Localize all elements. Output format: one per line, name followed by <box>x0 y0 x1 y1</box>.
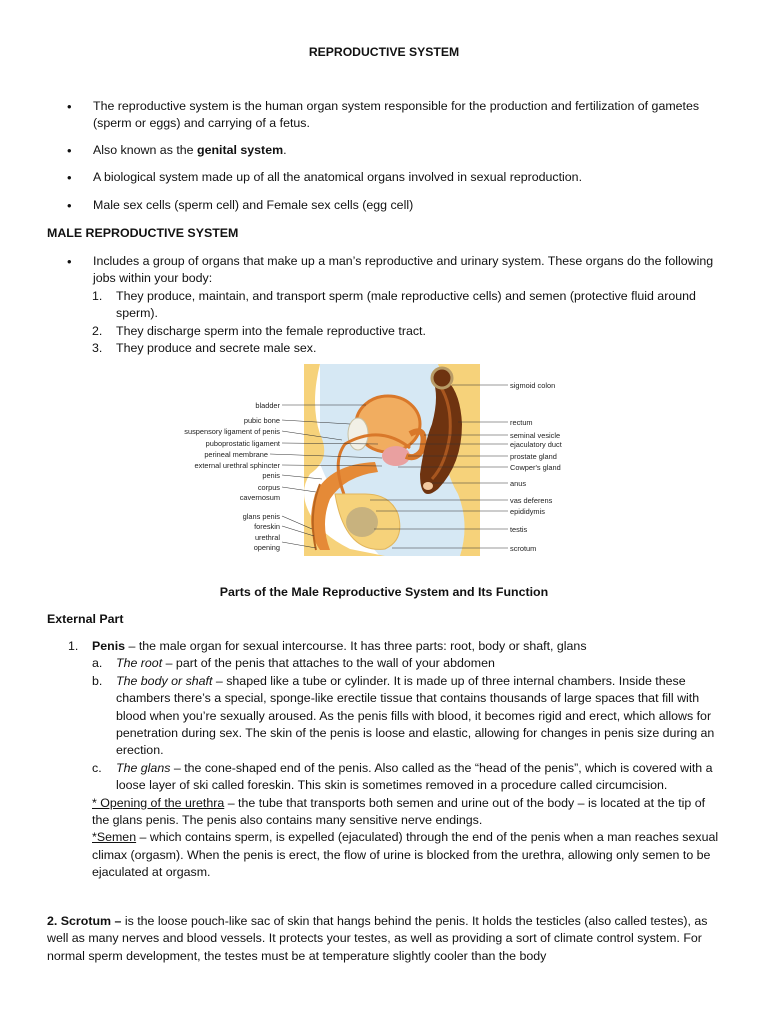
note-semen <box>92 829 724 881</box>
list-letter: c. <box>92 760 102 775</box>
list-text: – the cone-shaped end of the penis. Also called as the “head of the penis”, which is covered with a loose layer of ski called foreskin. This skin is sometimes removed in a procedure called circumcision. <box>116 760 713 793</box>
note-term: * Opening of the urethra <box>92 795 225 810</box>
bullet-text: Also known as the <box>93 142 198 157</box>
term-scrotum: 2. Scrotum – <box>47 914 122 928</box>
term-body-shaft: The body or shaft <box>116 673 213 688</box>
term-glans: The glans <box>116 760 171 775</box>
bullet-text: Includes a group of organs that make up a man’s reproductive and urinary system. These organs do the following jobs within your body: <box>93 254 714 286</box>
diagram-label: sigmoid colon <box>510 381 556 390</box>
list-number: 1. <box>92 289 103 303</box>
scrotum-paragraph <box>47 913 727 965</box>
diagram-label: pubic bone <box>243 416 280 425</box>
pubic-bone-shape <box>348 418 368 450</box>
note-term: *Semen <box>92 830 137 845</box>
list-number: 3. <box>92 341 103 356</box>
diagram-label: anus <box>510 479 527 488</box>
diagram-caption: Parts of the Male Reproductive System and Its Function <box>219 585 549 599</box>
diagram-label: puboprostatic ligament <box>205 439 280 448</box>
list-text: They produce and secrete male sex. <box>116 341 317 356</box>
paragraph-text: is the loose pouch-like sac of skin that hangs behind the penis. It holds the testicles (also called testes), as well as many nerves and blood vessels. It protects your testes, as well as providing a sort of climate control system. For normal sperm development, the testes must be at temperature slightly cooler than the body <box>47 914 708 963</box>
bullet-text: . <box>283 142 287 157</box>
male-bullets <box>64 253 724 288</box>
diagram-label: epididymis <box>510 507 545 516</box>
list-letter: a. <box>92 656 103 671</box>
anus-shape <box>423 482 433 490</box>
bullet-bold-term: genital system <box>197 142 284 157</box>
list-subitem <box>92 655 724 672</box>
diagram-label: testis <box>510 525 528 534</box>
bullet-text: The reproductive system is the human organ system responsible for the production and fertilization of gametes (sperm or eggs) and carrying of a fetus. <box>93 99 700 131</box>
bullet-text: Male sex cells (sperm cell) and Female sex cells (egg cell) <box>93 197 414 212</box>
list-item <box>92 288 724 323</box>
intro-bullets <box>64 98 724 214</box>
diagram-label: opening <box>253 543 280 552</box>
diagram-label: scrotum <box>510 544 537 553</box>
male-jobs-list <box>92 288 724 358</box>
male-heading: MALE REPRODUCTIVE SYSTEM <box>47 226 239 240</box>
external-part-heading: External Part <box>47 612 124 626</box>
list-text: – shaped like a tube or cylinder. It is made up of three internal chambers. Inside these chambers there’s a special, sponge-like erectile tissue that contains thousands of large spaces that fill with blood when you’re sexually aroused. As the penis fills with blood, it becomes rigid and erect, which allows for penetration during sex. The skin of the penis is loose and elastic, allowing for changes in penis size during an erection. <box>116 673 715 758</box>
note-urethra <box>92 795 724 830</box>
note-text: – which contains sperm, is expelled (ejaculated) through the end of the penis when a man reaches sexual climax (orgasm). When the penis is erect, the flow of urine is blocked from the urethra, allowing only semen to be ejaculated at orgasm. <box>92 830 719 880</box>
term-penis: Penis <box>92 639 126 653</box>
diagram-label: urethral <box>254 533 280 542</box>
diagram-label: perineal membrane <box>204 450 268 459</box>
list-text: They produce, maintain, and transport sperm (male reproductive cells) and semen (protective fluid around sperm). <box>116 289 696 321</box>
prostate-shape <box>382 446 410 466</box>
diagram-label: ejaculatory duct <box>510 440 562 449</box>
diagram-label: seminal vesicle <box>510 431 561 440</box>
page-title: REPRODUCTIVE SYSTEM <box>308 45 460 59</box>
diagram-label: foreskin <box>254 522 280 531</box>
bullet-item <box>64 197 724 214</box>
bullet-text: A biological system made up of all the anatomical organs involved in sexual reproduction. <box>93 170 583 185</box>
male-anatomy-diagram <box>170 364 590 556</box>
bullet-item <box>64 142 724 159</box>
list-subitem <box>92 673 724 760</box>
diagram-label: prostate gland <box>510 452 557 461</box>
list-text: – the male organ for sexual intercourse. It has three parts: root, body or shaft, glans <box>125 639 587 653</box>
diagram-label: external urethral sphincter <box>194 461 280 470</box>
list-letter: b. <box>92 673 103 688</box>
diagram-label: vas deferens <box>510 496 553 505</box>
diagram-label: corpus <box>257 483 280 492</box>
list-text: They discharge sperm into the female reproductive tract. <box>116 323 426 338</box>
testis-shape <box>346 507 378 537</box>
list-subitem <box>92 760 724 795</box>
diagram-label: glans penis <box>242 512 280 521</box>
diagram-label: Cowper's gland <box>510 463 561 472</box>
list-item <box>92 340 724 357</box>
list-item <box>92 323 724 340</box>
term-root: The root <box>116 656 163 671</box>
list-number: 2. <box>92 323 103 338</box>
diagram-label: penis <box>262 471 280 480</box>
note-text: – the tube that transports both semen and urine out of the body – is located at the tip of the glans penis. The penis also contains many sensitive nerve endings. <box>92 795 706 828</box>
diagram-label: suspensory ligament of penis <box>184 427 280 436</box>
external-parts-list <box>68 638 724 882</box>
list-number: 1. <box>68 639 79 653</box>
bullet-item <box>64 253 724 288</box>
diagram-label: bladder <box>255 401 280 410</box>
bullet-item <box>64 169 724 186</box>
list-text: – part of the penis that attaches to the wall of your abdomen <box>162 656 495 671</box>
bullet-item <box>64 98 724 133</box>
list-item-penis <box>68 638 724 655</box>
sigmoid-colon-shape <box>432 368 452 388</box>
diagram-label: cavernosum <box>239 493 280 502</box>
diagram-label: rectum <box>510 418 533 427</box>
